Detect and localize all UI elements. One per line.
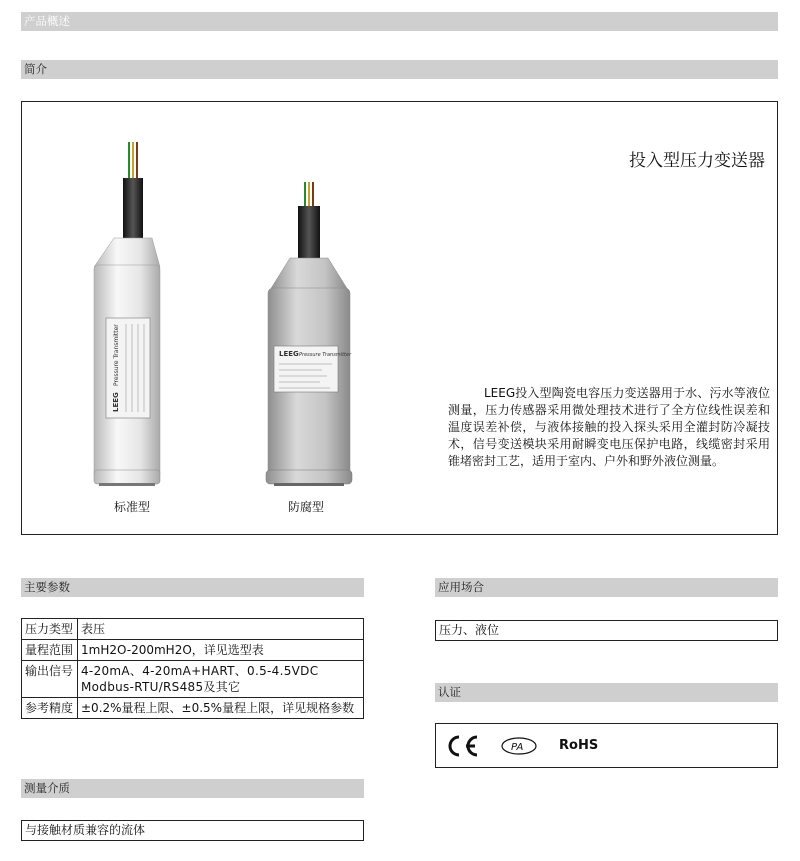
overview-header-title: 产品概述 [24,14,70,28]
anticorrosion-transmitter-image [266,182,352,486]
medium-section-bar [21,779,364,798]
ce-mark-icon [444,734,480,758]
medium-value: 与接触材质兼容的流体 [25,823,146,837]
medium-section-label: 测量介质 [24,781,70,795]
param-value: 表压 [78,619,364,640]
param-value: 4-20mA、4-20mA+HART、0.5-4.5VDC Modbus-RTU/RS485及其它 [78,661,364,698]
params-section-label: 主要参数 [24,580,70,594]
product-title: 投入型压力变送器 [629,151,765,171]
application-section-bar [435,578,778,597]
rohs-mark: RoHS [559,738,599,753]
application-section-label: 应用场合 [438,580,484,594]
standard-label-brand: LEEG [112,392,120,412]
product-illustrations [22,102,422,534]
params-table [21,618,364,719]
param-key: 量程范围 [22,640,78,661]
param-key: 参考精度 [22,698,78,719]
application-value-box [435,620,778,641]
intro-section-bar [21,60,778,79]
param-key: 输出信号 [22,661,78,698]
intro-section-label: 简介 [24,62,47,76]
caption-standard: 标准型 [114,500,151,514]
intro-description: LEEG投入型陶瓷电容压力变送器用于水、污水等液位测量，压力传感器采用微处理技术进行了全方位线性误差和温度误差补偿，与液体接触的投入探头采用全灌封防冷凝技术，信号变送模块采用耐瞬变电压保护电路，线缆密封采用锥堵密封工艺，适用于室内、户外和野外液位测量。 [448,386,770,468]
certification-section-bar [435,683,778,702]
table-row [22,698,364,719]
anticorrosion-label-name: Pressure Transmitter [299,352,352,358]
medium-value-box [21,820,364,841]
pa-mark-text: PA [511,742,524,753]
param-value: ±0.2%量程上限、±0.5%量程上限，详见规格参数 [78,698,364,719]
standard-label-name: Pressure Transmitter [113,324,120,386]
standard-transmitter-image [94,142,160,486]
param-key: 压力类型 [22,619,78,640]
overview-header [21,12,778,31]
application-value: 压力、液位 [439,623,500,637]
intro-panel [21,101,778,535]
certification-box [435,723,778,768]
table-row [22,661,364,698]
params-section-bar [21,578,364,597]
param-value: 1mH2O-200mH2O，详见选型表 [78,640,364,661]
certification-section-label: 认证 [438,685,461,699]
pa-mark-icon [500,736,538,756]
anticorrosion-label-brand: LEEG [279,350,299,358]
table-row [22,619,364,640]
caption-anticorrosion: 防腐型 [288,500,325,514]
table-row [22,640,364,661]
